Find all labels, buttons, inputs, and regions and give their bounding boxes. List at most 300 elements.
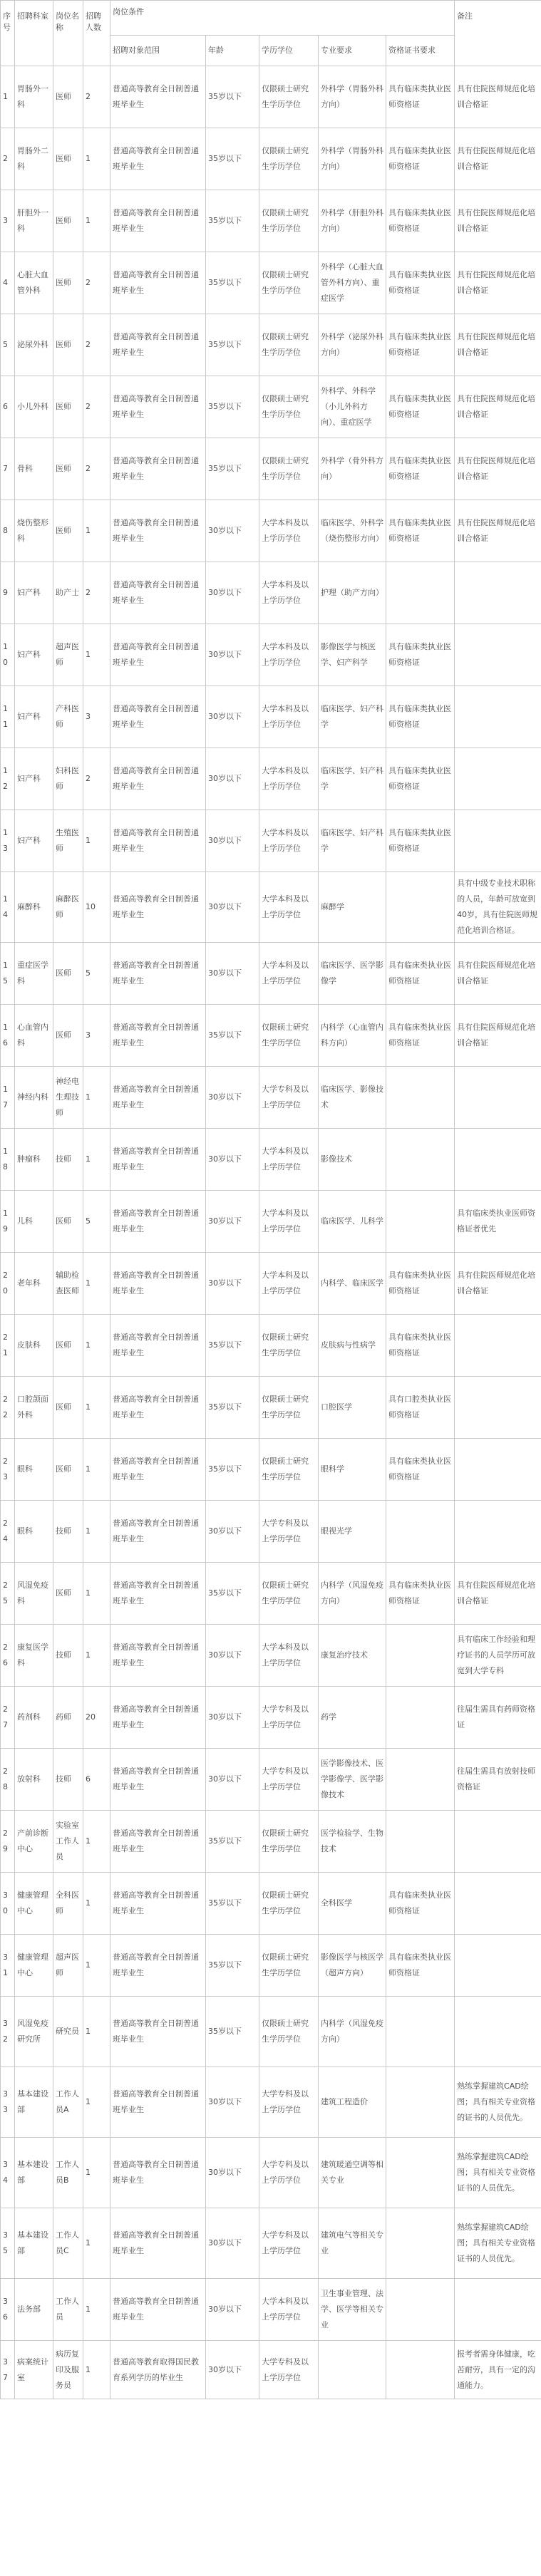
row-target: 普通高等教育全日制普通班毕业生 [110, 810, 206, 872]
row-post: 超声医师 [53, 624, 83, 686]
row-dept: 胃肠外二科 [15, 128, 53, 190]
row-degree: 仅限硕士研究生学历学位 [259, 438, 319, 500]
row-dept: 重症医学科 [15, 943, 53, 1005]
row-note [455, 686, 541, 748]
row-count: 1 [83, 1811, 110, 1873]
row-count: 1 [83, 2208, 110, 2279]
row-major: 麻醉学 [319, 872, 386, 943]
row-post: 技师 [53, 1501, 83, 1563]
table-row [1, 1191, 541, 1253]
row-note: 具有住院医师规范化培训合格证 [455, 66, 541, 128]
row-target: 普通高等教育全日制普通班毕业生 [110, 1129, 206, 1191]
row-major: 外科学（泌尿外科方向） [319, 314, 386, 376]
row-dept: 产前诊断中心 [15, 1811, 53, 1873]
row-target: 普通高等教育全日制普通班毕业生 [110, 190, 206, 252]
row-post: 麻醉医师 [53, 872, 83, 943]
row-seq: 12 [1, 748, 15, 810]
row-major: 临床医学、儿科学 [319, 1191, 386, 1253]
row-degree: 大学专科及以上学历学位 [259, 2341, 319, 2399]
row-dept: 泌尿外科 [15, 314, 53, 376]
row-note: 具有临床工作经验和理疗证书的人员学历可放宽到大学专科 [455, 1625, 541, 1687]
row-count: 1 [83, 1315, 110, 1377]
row-target: 普通高等教育全日制普通班毕业生 [110, 2067, 206, 2138]
row-cert: 具有临床类执业医师资格证 [386, 500, 455, 562]
row-seq: 18 [1, 1129, 15, 1191]
row-dept: 麻醉科 [15, 872, 53, 943]
row-target: 普通高等教育全日制普通班毕业生 [110, 2279, 206, 2341]
row-target: 普通高等教育全日制普通班毕业生 [110, 66, 206, 128]
row-age: 35岁以下 [206, 438, 259, 500]
row-note [455, 562, 541, 624]
row-count: 3 [83, 1005, 110, 1067]
table-row [1, 1067, 541, 1129]
row-major: 内科学（心血管内科方向） [319, 1005, 386, 1067]
row-dept: 康复医学科 [15, 1625, 53, 1687]
table-row [1, 2279, 541, 2341]
row-dept: 骨科 [15, 438, 53, 500]
row-degree: 仅限硕士研究生学历学位 [259, 1005, 319, 1067]
row-post: 医师 [53, 190, 83, 252]
row-note [455, 748, 541, 810]
row-cert: 具有临床类执业医师资格证 [386, 943, 455, 1005]
row-age: 30岁以下 [206, 1191, 259, 1253]
row-note: 具有住院医师规范化培训合格证 [455, 1005, 541, 1067]
row-major: 眼视光学 [319, 1501, 386, 1563]
row-dept: 妇产科 [15, 562, 53, 624]
table-row [1, 190, 541, 252]
row-cert: 具有临床类执业医师资格证 [386, 1873, 455, 1935]
row-major: 临床医学、妇产科学 [319, 686, 386, 748]
row-age: 30岁以下 [206, 624, 259, 686]
row-degree: 仅限硕士研究生学历学位 [259, 1439, 319, 1501]
row-dept: 肝胆外一科 [15, 190, 53, 252]
row-degree: 仅限硕士研究生学历学位 [259, 314, 319, 376]
row-cert [386, 1749, 455, 1811]
header-seq: 序号 [1, 1, 15, 66]
row-post: 病历复印及服务员 [53, 2341, 83, 2399]
row-target: 普通高等教育全日制普通班毕业生 [110, 1253, 206, 1315]
header-degree: 学历学位 [259, 36, 319, 66]
row-cert [386, 2138, 455, 2208]
row-note: 具有住院医师规范化培训合格证 [455, 252, 541, 314]
row-post: 医师 [53, 314, 83, 376]
row-count: 1 [83, 2341, 110, 2399]
row-age: 30岁以下 [206, 2208, 259, 2279]
row-target: 普通高等教育全日制普通班毕业生 [110, 314, 206, 376]
row-count: 5 [83, 1191, 110, 1253]
row-note [455, 1439, 541, 1501]
row-target: 普通高等教育全日制普通班毕业生 [110, 1315, 206, 1377]
row-note: 具有住院医师规范化培训合格证 [455, 128, 541, 190]
row-degree: 仅限硕士研究生学历学位 [259, 1377, 319, 1439]
row-cert [386, 872, 455, 943]
row-dept: 烧伤整形科 [15, 500, 53, 562]
row-age: 35岁以下 [206, 314, 259, 376]
row-post: 医师 [53, 66, 83, 128]
row-count: 1 [83, 1997, 110, 2067]
row-post: 工作人员B [53, 2138, 83, 2208]
row-post: 医师 [53, 438, 83, 500]
row-major: 临床医学、妇产科学 [319, 810, 386, 872]
row-major: 卫生事业管理、法学、医学等相关专业 [319, 2279, 386, 2341]
row-cert [386, 2279, 455, 2341]
table-row [1, 1935, 541, 1997]
row-count: 2 [83, 438, 110, 500]
row-target: 普通高等教育全日制普通班毕业生 [110, 1501, 206, 1563]
row-post: 技师 [53, 1625, 83, 1687]
row-degree: 大学本科及以上学历学位 [259, 1191, 319, 1253]
row-seq: 4 [1, 252, 15, 314]
row-note: 熟练掌握建筑CAD绘图；具有相关专业资格证书的人员优先。 [455, 2138, 541, 2208]
row-note: 具有中级专业技术职称的人员，年龄可放宽到40岁，具有住院医师规范化培训合格证。 [455, 872, 541, 943]
row-count: 1 [83, 2067, 110, 2138]
row-note [455, 1873, 541, 1935]
row-post: 技师 [53, 1129, 83, 1191]
row-seq: 35 [1, 2208, 15, 2279]
row-seq: 8 [1, 500, 15, 562]
row-count: 2 [83, 314, 110, 376]
row-note [455, 1997, 541, 2067]
row-dept: 妇产科 [15, 686, 53, 748]
header-major: 专业要求 [319, 36, 386, 66]
row-dept: 儿科 [15, 1191, 53, 1253]
row-target: 普通高等教育全日制普通班毕业生 [110, 1935, 206, 1997]
row-age: 35岁以下 [206, 1315, 259, 1377]
row-major: 影像技术 [319, 1129, 386, 1191]
row-cert: 具有临床类执业医师资格证 [386, 1439, 455, 1501]
row-age: 30岁以下 [206, 2341, 259, 2399]
row-cert: 具有临床类执业医师资格证 [386, 190, 455, 252]
header-row [1, 1, 541, 36]
row-post: 工作人员 [53, 2279, 83, 2341]
row-degree: 仅限硕士研究生学历学位 [259, 1563, 319, 1625]
row-dept: 健康管理中心 [15, 1873, 53, 1935]
row-cert [386, 1997, 455, 2067]
header-conditions: 岗位条件 [110, 1, 455, 36]
row-cert: 具有临床类执业医师资格证 [386, 66, 455, 128]
row-dept: 法务部 [15, 2279, 53, 2341]
row-post: 医师 [53, 1439, 83, 1501]
row-post: 医师 [53, 1191, 83, 1253]
row-major: 外科学（肝胆外科方向） [319, 190, 386, 252]
row-dept: 皮肤科 [15, 1315, 53, 1377]
row-degree: 大学专科及以上学历学位 [259, 1749, 319, 1811]
row-cert: 具有临床类执业医师资格证 [386, 624, 455, 686]
table-body [1, 66, 541, 2399]
table-row [1, 1253, 541, 1315]
row-age: 30岁以下 [206, 1625, 259, 1687]
row-target: 普通高等教育全日制普通班毕业生 [110, 2138, 206, 2208]
row-seq: 28 [1, 1749, 15, 1811]
row-target: 普通高等教育全日制普通班毕业生 [110, 1439, 206, 1501]
row-major: 建筑工程造价 [319, 2067, 386, 2138]
row-degree: 大学本科及以上学历学位 [259, 748, 319, 810]
row-count: 1 [83, 1935, 110, 1997]
row-target: 普通高等教育全日制普通班毕业生 [110, 1563, 206, 1625]
row-degree: 仅限硕士研究生学历学位 [259, 1873, 319, 1935]
row-seq: 27 [1, 1687, 15, 1749]
row-note [455, 1067, 541, 1129]
header-note: 备注 [455, 1, 541, 66]
row-target: 普通高等教育全日制普通班毕业生 [110, 872, 206, 943]
header-count: 招聘人数 [83, 1, 110, 66]
row-age: 35岁以下 [206, 1811, 259, 1873]
row-age: 35岁以下 [206, 1005, 259, 1067]
row-cert: 具有临床类执业医师资格证 [386, 376, 455, 438]
table-row [1, 686, 541, 748]
row-age: 30岁以下 [206, 2067, 259, 2138]
row-age: 30岁以下 [206, 686, 259, 748]
table-row [1, 438, 541, 500]
table-row [1, 2208, 541, 2279]
row-count: 2 [83, 376, 110, 438]
row-seq: 21 [1, 1315, 15, 1377]
row-note [455, 1935, 541, 1997]
row-major: 医学影像技术、医学影像学、医学影像技术 [319, 1749, 386, 1811]
row-major: 建筑电气等相关专业 [319, 2208, 386, 2279]
row-major: 口腔医学 [319, 1377, 386, 1439]
row-degree: 仅限硕士研究生学历学位 [259, 190, 319, 252]
row-post: 产科医师 [53, 686, 83, 748]
row-target: 普通高等教育全日制普通班毕业生 [110, 2208, 206, 2279]
row-degree: 大学专科及以上学历学位 [259, 2208, 319, 2279]
row-post: 医师 [53, 1377, 83, 1439]
table-row [1, 872, 541, 943]
row-dept: 药剂科 [15, 1687, 53, 1749]
row-degree: 大学本科及以上学历学位 [259, 624, 319, 686]
row-age: 30岁以下 [206, 1253, 259, 1315]
row-target: 普通高等教育全日制普通班毕业生 [110, 1191, 206, 1253]
table-row [1, 810, 541, 872]
row-note: 熟练掌握建筑CAD绘图；具有相关专业资格证书的人员优先。 [455, 2208, 541, 2279]
table-row [1, 1501, 541, 1563]
row-age: 35岁以下 [206, 1935, 259, 1997]
row-count: 1 [83, 1377, 110, 1439]
row-target: 普通高等教育全日制普通班毕业生 [110, 748, 206, 810]
row-degree: 大学专科及以上学历学位 [259, 2067, 319, 2138]
row-seq: 26 [1, 1625, 15, 1687]
row-dept: 心血管内科 [15, 1005, 53, 1067]
row-degree: 仅限硕士研究生学历学位 [259, 66, 319, 128]
row-seq: 13 [1, 810, 15, 872]
row-target: 普通高等教育全日制普通班毕业生 [110, 943, 206, 1005]
row-seq: 37 [1, 2341, 15, 2399]
row-seq: 31 [1, 1935, 15, 1997]
row-target: 普通高等教育全日制普通班毕业生 [110, 1005, 206, 1067]
table-row [1, 1625, 541, 1687]
row-major: 护理（助产方向） [319, 562, 386, 624]
row-dept: 妇产科 [15, 624, 53, 686]
row-note: 熟练掌握建筑CAD绘图；具有相关专业资格的证书的人员优先。 [455, 2067, 541, 2138]
row-major: 临床医学、医学影像学 [319, 943, 386, 1005]
row-note: 具有住院医师规范化培训合格证 [455, 190, 541, 252]
row-cert: 具有口腔类执业医师资格证 [386, 1377, 455, 1439]
row-cert: 具有临床类执业医师资格证 [386, 1253, 455, 1315]
row-seq: 22 [1, 1377, 15, 1439]
row-note: 具有住院医师规范化培训合格证 [455, 1563, 541, 1625]
row-seq: 14 [1, 872, 15, 943]
row-note: 往届生需具有药师资格证 [455, 1687, 541, 1749]
row-count: 1 [83, 1129, 110, 1191]
row-dept: 风湿免疫科 [15, 1563, 53, 1625]
row-dept: 小儿外科 [15, 376, 53, 438]
row-age: 35岁以下 [206, 1377, 259, 1439]
row-dept: 口腔颌面外科 [15, 1377, 53, 1439]
row-cert [386, 1687, 455, 1749]
row-post: 妇科医师 [53, 748, 83, 810]
row-dept: 基本建设部 [15, 2208, 53, 2279]
table-row [1, 2067, 541, 2138]
row-target: 普通高等教育全日制普通班毕业生 [110, 562, 206, 624]
table-row [1, 1749, 541, 1811]
table-row [1, 1997, 541, 2067]
row-degree: 大学本科及以上学历学位 [259, 562, 319, 624]
row-dept: 基本建设部 [15, 2067, 53, 2138]
row-seq: 32 [1, 1997, 15, 2067]
row-dept: 神经内科 [15, 1067, 53, 1129]
row-major: 外科学（骨外科方向） [319, 438, 386, 500]
row-dept: 老年科 [15, 1253, 53, 1315]
row-degree: 大学本科及以上学历学位 [259, 686, 319, 748]
row-cert [386, 1501, 455, 1563]
row-count: 5 [83, 943, 110, 1005]
row-degree: 大学专科及以上学历学位 [259, 1501, 319, 1563]
table-row [1, 252, 541, 314]
row-dept: 眼科 [15, 1439, 53, 1501]
row-age: 35岁以下 [206, 128, 259, 190]
row-age: 30岁以下 [206, 1501, 259, 1563]
table-row [1, 1377, 541, 1439]
row-note: 具有住院医师规范化培训合格证 [455, 376, 541, 438]
row-degree: 大学本科及以上学历学位 [259, 2279, 319, 2341]
row-major [319, 2341, 386, 2399]
row-major: 外科学（心脏大血管外科方向）、重症医学 [319, 252, 386, 314]
row-cert: 具有临床类执业医师资格证 [386, 314, 455, 376]
table-row [1, 1005, 541, 1067]
row-count: 3 [83, 686, 110, 748]
row-seq: 25 [1, 1563, 15, 1625]
row-major: 内科学（风湿免疫方向） [319, 1997, 386, 2067]
row-cert: 具有临床类执业医师资格证 [386, 1563, 455, 1625]
row-seq: 2 [1, 128, 15, 190]
header-post: 岗位名称 [53, 1, 83, 66]
row-target: 普通高等教育全日制普通班毕业生 [110, 1687, 206, 1749]
row-note: 报考者需身体健康，吃苦耐劳，具有一定的沟通能力。 [455, 2341, 541, 2399]
row-target: 普通高等教育全日制普通班毕业生 [110, 1625, 206, 1687]
row-count: 1 [83, 1625, 110, 1687]
row-degree: 仅限硕士研究生学历学位 [259, 1811, 319, 1873]
row-seq: 16 [1, 1005, 15, 1067]
row-major: 全科医学 [319, 1873, 386, 1935]
table-row [1, 943, 541, 1005]
row-count: 20 [83, 1687, 110, 1749]
row-note: 具有住院医师规范化培训合格证 [455, 943, 541, 1005]
row-major: 影像医学与核医学（超声方向） [319, 1935, 386, 1997]
row-seq: 7 [1, 438, 15, 500]
header-dept: 招聘科室 [15, 1, 53, 66]
row-seq: 19 [1, 1191, 15, 1253]
row-degree: 大学专科及以上学历学位 [259, 1687, 319, 1749]
row-note [455, 1501, 541, 1563]
row-dept: 风湿免疫研究所 [15, 1997, 53, 2067]
row-degree: 大学本科及以上学历学位 [259, 1253, 319, 1315]
table-row [1, 2138, 541, 2208]
row-seq: 15 [1, 943, 15, 1005]
row-count: 2 [83, 252, 110, 314]
row-age: 30岁以下 [206, 943, 259, 1005]
table-row [1, 1563, 541, 1625]
row-target: 普通高等教育全日制普通班毕业生 [110, 1811, 206, 1873]
row-post: 医师 [53, 1005, 83, 1067]
row-degree: 仅限硕士研究生学历学位 [259, 252, 319, 314]
row-count: 1 [83, 1563, 110, 1625]
header-cert: 资格证书要求 [386, 36, 455, 66]
row-age: 30岁以下 [206, 748, 259, 810]
row-degree: 大学本科及以上学历学位 [259, 943, 319, 1005]
row-note: 具有住院医师规范化培训合格证 [455, 314, 541, 376]
row-age: 30岁以下 [206, 1687, 259, 1749]
row-dept: 妇产科 [15, 748, 53, 810]
row-dept: 放射科 [15, 1749, 53, 1811]
row-seq: 3 [1, 190, 15, 252]
row-degree: 大学专科及以上学历学位 [259, 1067, 319, 1129]
table-row [1, 1811, 541, 1873]
row-degree: 仅限硕士研究生学历学位 [259, 1315, 319, 1377]
row-major: 外科学、外科学（小儿外科方向）、重症医学 [319, 376, 386, 438]
table-row [1, 66, 541, 128]
row-degree: 大学本科及以上学历学位 [259, 500, 319, 562]
table-row [1, 1687, 541, 1749]
row-age: 30岁以下 [206, 500, 259, 562]
row-note [455, 1377, 541, 1439]
row-note: 具有住院医师规范化培训合格证 [455, 1253, 541, 1315]
row-target: 普通高等教育全日制普通班毕业生 [110, 1377, 206, 1439]
row-target: 普通高等教育全日制普通班毕业生 [110, 1067, 206, 1129]
row-dept: 基本建设部 [15, 2138, 53, 2208]
row-seq: 33 [1, 2067, 15, 2138]
row-count: 1 [83, 190, 110, 252]
row-age: 30岁以下 [206, 1067, 259, 1129]
row-post: 研究员 [53, 1997, 83, 2067]
row-major: 建筑暖通空调等相关专业 [319, 2138, 386, 2208]
header-age: 年龄 [206, 36, 259, 66]
row-seq: 20 [1, 1253, 15, 1315]
row-count: 1 [83, 810, 110, 872]
row-target: 普通高等教育全日制普通班毕业生 [110, 624, 206, 686]
header-target: 招聘对象范围 [110, 36, 206, 66]
row-seq: 29 [1, 1811, 15, 1873]
row-post: 超声医师 [53, 1935, 83, 1997]
row-major: 眼科学 [319, 1439, 386, 1501]
table-row [1, 2341, 541, 2399]
row-post: 技师 [53, 1749, 83, 1811]
row-seq: 23 [1, 1439, 15, 1501]
row-target: 普通高等教育全日制普通班毕业生 [110, 500, 206, 562]
table-row [1, 128, 541, 190]
row-cert [386, 1191, 455, 1253]
row-major: 临床医学、影像技术 [319, 1067, 386, 1129]
row-target: 普通高等教育全日制普通班毕业生 [110, 686, 206, 748]
row-post: 工作人员A [53, 2067, 83, 2138]
row-major: 外科学（胃肠外科方向） [319, 128, 386, 190]
row-age: 30岁以下 [206, 810, 259, 872]
row-major: 临床医学、妇产科学 [319, 748, 386, 810]
row-seq: 5 [1, 314, 15, 376]
row-major: 内科学（风湿免疫方向） [319, 1563, 386, 1625]
row-seq: 17 [1, 1067, 15, 1129]
row-note [455, 810, 541, 872]
row-post: 生殖医师 [53, 810, 83, 872]
